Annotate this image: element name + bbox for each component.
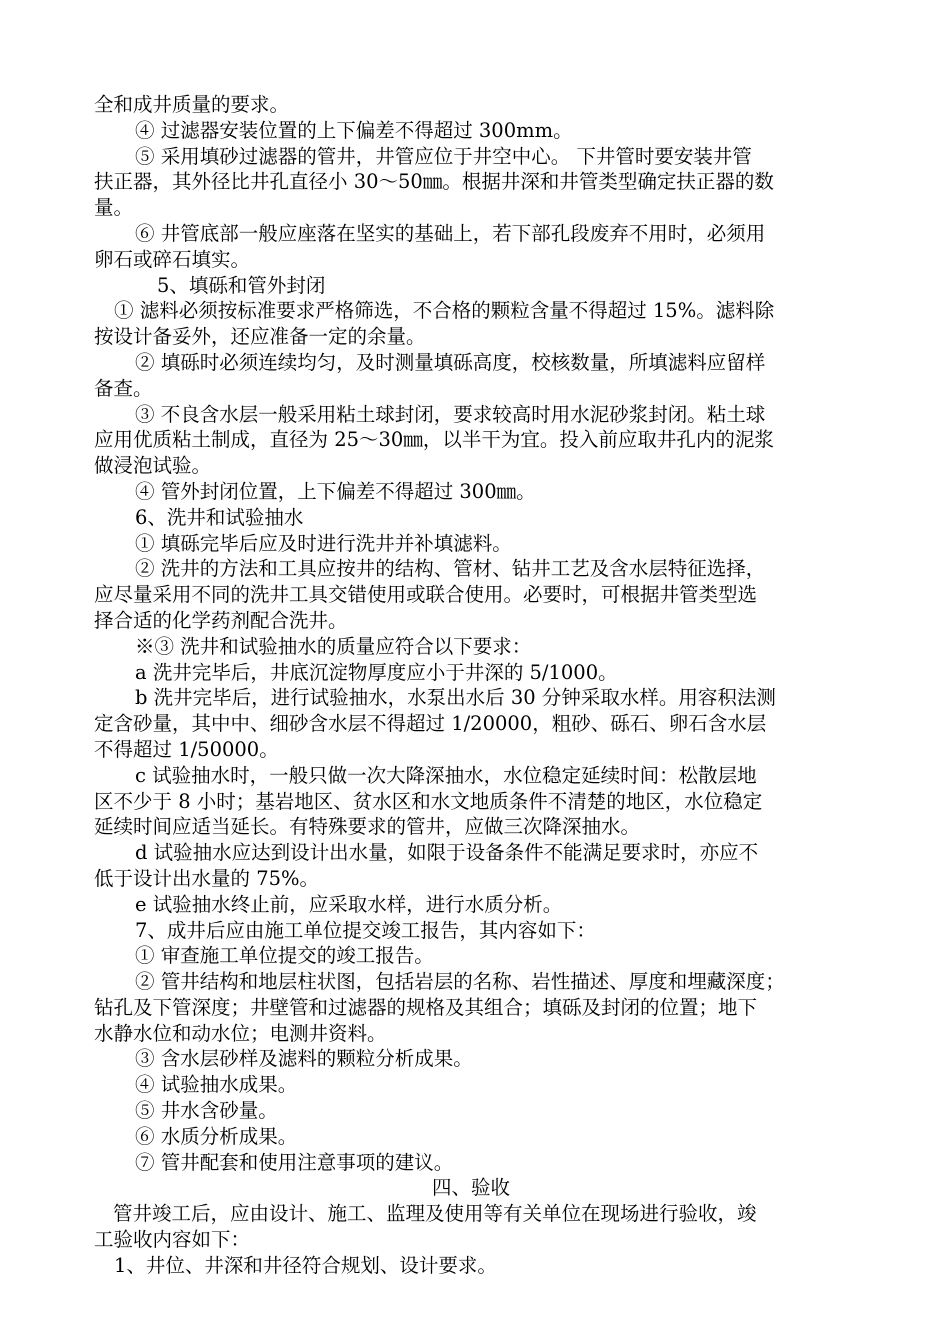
text-line: ② 管井结构和地层柱状图，包括岩层的名称、岩性描述、厚度和埋藏深度； (135, 970, 785, 994)
text-line: ④ 过滤器安装位置的上下偏差不得超过 300mm。 (135, 118, 573, 142)
text-line: 区不少于 8 小时；基岩地区、贫水区和水文地质条件不清楚的地区，水位稳定 (94, 789, 763, 813)
text-line: ⑥ 井管底部一般应座落在坚实的基础上，若下部孔段废弃不用时，必须用 (135, 221, 766, 245)
text-line: 水静水位和动水位；电测井资料。 (94, 1021, 387, 1045)
text-line: ① 填砾完毕后应及时进行洗井并补填滤料。 (135, 531, 512, 555)
section-heading: 四、验收 (432, 1176, 511, 1200)
text-line: a 洗井完毕后，井底沉淀物厚度应小于井深的 5/1000。 (135, 660, 618, 684)
text-line: 择合适的化学药剂配合洗井。 (94, 608, 348, 632)
text-line: ③ 不良含水层一般采用粘土球封闭，要求较高时用水泥砂浆封闭。粘土球 (135, 402, 766, 426)
text-line: ※③ 洗井和试验抽水的质量应符合以下要求： (135, 634, 532, 658)
text-line: 7、成井后应由施工单位提交竣工报告，其内容如下： (135, 918, 596, 942)
text-line: ② 填砾时必须连续均匀，及时测量填砾高度，校核数量，所填滤料应留样 (135, 350, 766, 374)
text-line: 低于设计出水量的 75%。 (94, 866, 320, 890)
text-line: 1、井位、井深和井径符合规划、设计要求。 (114, 1253, 497, 1277)
text-line: 卵石或碎石填实。 (94, 247, 251, 271)
text-line: 钻孔及下管深度；井壁管和过滤器的规格及其组合；填砾及封闭的位置；地下 (94, 995, 758, 1019)
text-line: ① 滤料必须按标准要求严格筛选，不合格的颗粒含量不得超过 15%。滤料除 (114, 299, 775, 323)
text-line: 6、洗井和试验抽水 (135, 505, 304, 529)
text-line: 不得超过 1/50000。 (94, 737, 279, 761)
text-line: ① 审查施工单位提交的竣工报告。 (135, 944, 434, 968)
text-line: 工验收内容如下： (94, 1228, 251, 1252)
text-line: 定含砂量，其中中、细砂含水层不得超过 1/20000，粗砂、砾石、卵石含水层 (94, 712, 767, 736)
text-line: 应尽量采用不同的洗井工具交错使用或联合使用。必要时，可根据井管类型选 (94, 583, 758, 607)
text-line: 量。 (94, 196, 134, 220)
text-line: 延续时间应适当延长。有特殊要求的管井，应做三次降深抽水。 (94, 815, 641, 839)
document-body (94, 92, 864, 1279)
text-line: 扶正器，其外径比井孔直径小 30～50㎜。根据井深和井管类型确定扶正器的数 (94, 170, 774, 194)
text-line: d 试验抽水应达到设计出水量，如限于设备条件不能满足要求时，亦应不 (135, 841, 759, 865)
text-line: 全和成井质量的要求。 (94, 93, 290, 116)
text-line: 按设计备妥外，还应准备一定的余量。 (94, 325, 426, 349)
text-line: 备查。 (94, 376, 153, 400)
text-line: ② 洗井的方法和工具应按井的结构、管材、钻井工艺及含水层特征选择， (135, 557, 766, 581)
text-line: c 试验抽水时，一般只做一次大降深抽水，水位稳定延续时间：松散层地 (135, 763, 757, 787)
text-line: 应用优质粘土制成，直径为 25～30㎜，以半干为宜。投入前应取井孔内的泥浆 (94, 428, 774, 452)
text-line: ⑤ 井水含砂量。 (135, 1099, 278, 1123)
text-line: ④ 试验抽水成果。 (135, 1073, 298, 1097)
text-line: ③ 含水层砂样及滤料的颗粒分析成果。 (135, 1047, 473, 1071)
text-line: ④ 管外封闭位置，上下偏差不得超过 300㎜。 (135, 479, 536, 503)
text-line: 管井竣工后，应由设计、施工、监理及使用等有关单位在现场进行验收，竣 (113, 1202, 757, 1226)
text-line: b 洗井完毕后，进行试验抽水，水泵出水后 30 分钟采取水样。用容积法测 (135, 686, 776, 710)
text-line: 做浸泡试验。 (94, 454, 212, 478)
text-line: e 试验抽水终止前，应采取水样，进行水质分析。 (135, 892, 563, 916)
text-line: ⑥ 水质分析成果。 (135, 1124, 298, 1148)
text-line: ⑤ 采用填砂过滤器的管井，井管应位于井空中心。 下井管时要安装井管 (135, 144, 752, 168)
text-line: 5、填砾和管外封闭 (157, 273, 326, 297)
text-line: ⑦ 管井配套和使用注意事项的建议。 (135, 1150, 454, 1174)
